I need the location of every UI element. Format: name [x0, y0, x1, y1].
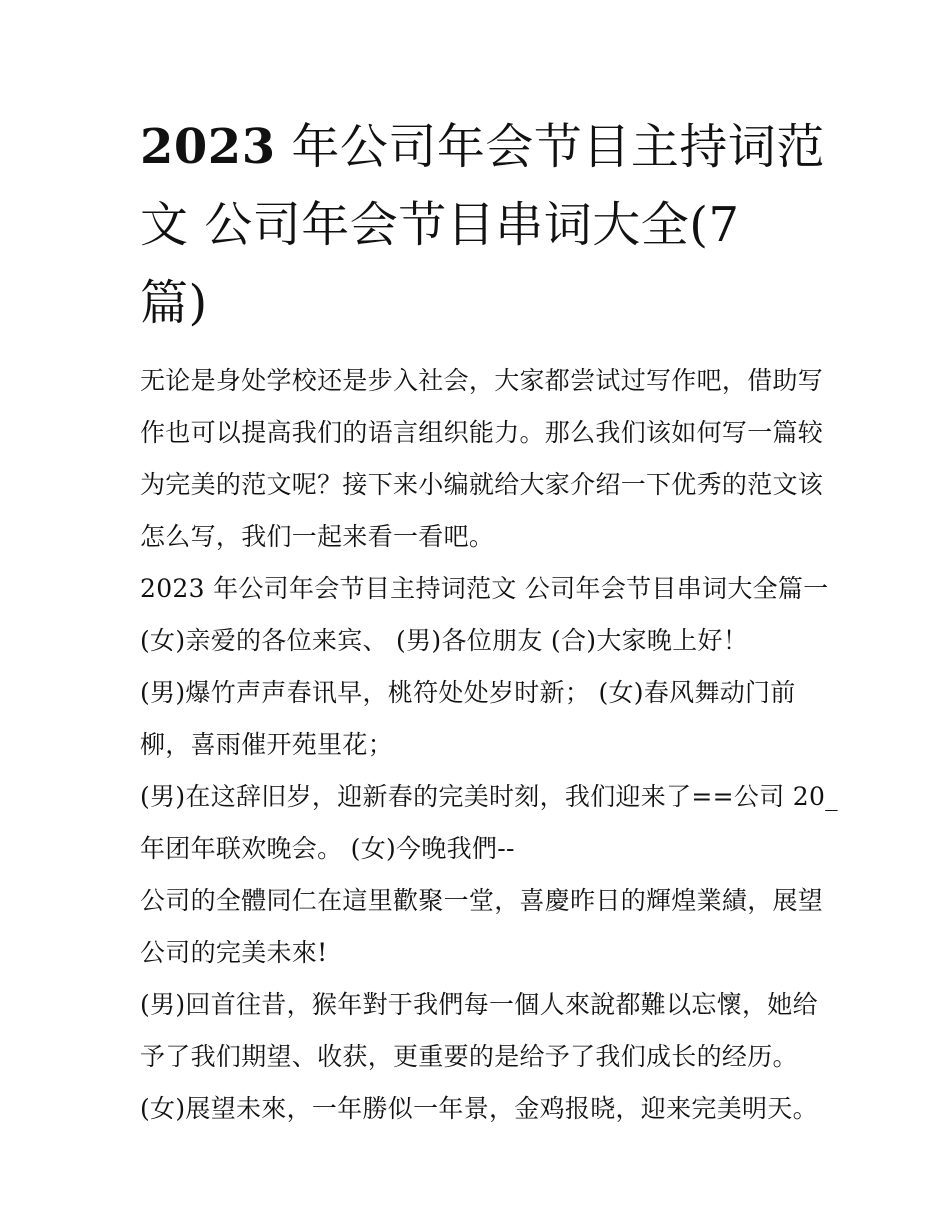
text-line: 公司的完美未來! [140, 938, 328, 967]
title-line-rest: 年公司年会节目主持词范 [275, 119, 825, 175]
section-heading-line: 2023 年公司年会节目主持词范文 公司年会节目串词大全篇一 [140, 574, 829, 603]
text-line: 公司的全體同仁在這里歡聚一堂，喜慶昨日的輝煌業績，展望 [140, 886, 824, 915]
text-line: (女)展望未來，一年勝似一年景，金鸡报晓，迎来完美明天。 [140, 1094, 818, 1123]
text-line: (男)回首往昔，猴年對于我們每一個人來說都難以忘懷，她给 [140, 990, 818, 1019]
title-year: 2023 [140, 119, 276, 175]
text-line: 作也可以提高我们的语言组织能力。那么我们该如何写一篇较 [140, 418, 824, 447]
text-line: 无论是身处学校还是步入社会，大家都尝试过写作吧，借助写 [140, 366, 824, 395]
text-line: 柳，喜雨催开苑里花； [140, 730, 394, 759]
text-line: 年团年联欢晚会。 (女)今晚我們-- [140, 834, 515, 863]
title-line: 篇) [140, 275, 208, 331]
title-line: 文 公司年会节目串词大全(7 [140, 197, 740, 253]
document-title [140, 108, 825, 342]
text-line: (男)在这辞旧岁，迎新春的完美时刻，我们迎来了==公司 20_ [140, 782, 838, 811]
text-line: 为完美的范文呢？接下来小编就给大家介绍一下优秀的范文该 [140, 470, 824, 499]
text-line: 予了我们期望、收获，更重要的是给予了我们成长的经历。 [140, 1042, 798, 1071]
text-line: (女)亲爱的各位来宾、 (男)各位朋友 (合)大家晚上好！ [140, 626, 749, 655]
text-line: (男)爆竹声声春讯早，桃符处处岁时新； (女)春风舞动门前 [140, 678, 796, 707]
document-body [140, 355, 838, 1135]
title-line [140, 108, 825, 186]
text-line: 怎么写，我们一起来看一看吧。 [140, 522, 495, 551]
